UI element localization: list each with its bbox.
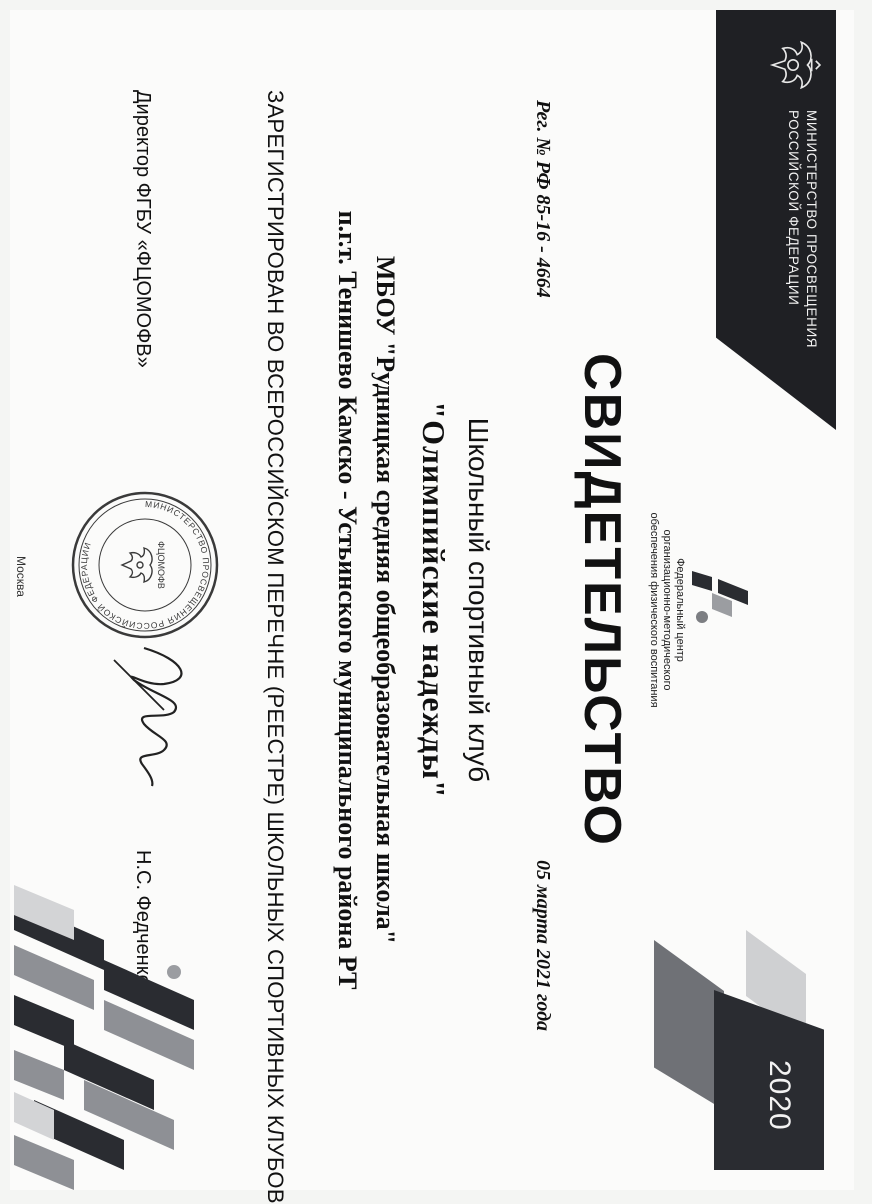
- federal-center-name: [647, 480, 686, 740]
- ministry-name-line1: МИНИСТЕРСТВО ПРОСВЕЩЕНИЯ: [804, 110, 819, 349]
- federal-center-line1: Федеральный центр: [674, 558, 686, 662]
- ministry-name-line2: РОССИЙСКОЙ ФЕДЕРАЦИИ: [786, 110, 801, 306]
- federal-center-line3: обеспечения физического воспитания: [648, 512, 660, 708]
- seal-place: Москва: [14, 556, 28, 597]
- ministry-name: [784, 110, 820, 370]
- club-name: "Олимпийские надежды": [416, 401, 452, 799]
- director-name: Н.С. Федченко: [132, 850, 154, 986]
- club-type: Школьный спортивный клуб: [463, 417, 494, 783]
- certificate-landscape: [10, 10, 854, 1204]
- decorative-stripe-pattern-icon: [10, 880, 214, 1190]
- director-signature-icon: [94, 640, 204, 790]
- issue-date: 05 марта 2021 года: [532, 860, 554, 1032]
- school-name: МБОУ "Рудницкая средняя общеобразовательная школа": [371, 255, 400, 945]
- year-decor-gray: [654, 940, 724, 1110]
- registration-number: Рег. № РФ 85-16 - 4664: [532, 100, 554, 298]
- federal-center-line2: организационно-методического: [661, 529, 673, 691]
- director-title: Директор ФГБУ «ФЦОМОФВ»: [132, 90, 154, 368]
- official-seal-icon: [70, 490, 220, 640]
- certificate-title: СВИДЕТЕЛЬСТВО: [573, 353, 631, 847]
- federal-center-logo-icon: [684, 565, 754, 635]
- certificate-sheet: [10, 10, 854, 1204]
- eagle-emblem-icon: [760, 34, 822, 96]
- year-label: 2020: [763, 1060, 796, 1131]
- seal-center-text: ФЦОМОФВ: [156, 541, 166, 589]
- seal-ring-text: МИНИСТЕРСТВО ПРОСВЕЩЕНИЯ РОССИЙСКОЙ ФЕДЕРАЦИИ: [78, 498, 212, 632]
- registration-statement: ЗАРЕГИСТРИРОВАН ВО ВСЕРОССИЙСКОМ ПЕРЕЧНЕ (РЕЕСТРЕ) ШКОЛЬНЫХ СПОРТИВНЫХ КЛУБОВ: [263, 90, 288, 1204]
- school-locality: п.г.т. Тенишево Камско - Устьинского муниципального района РТ: [333, 210, 362, 990]
